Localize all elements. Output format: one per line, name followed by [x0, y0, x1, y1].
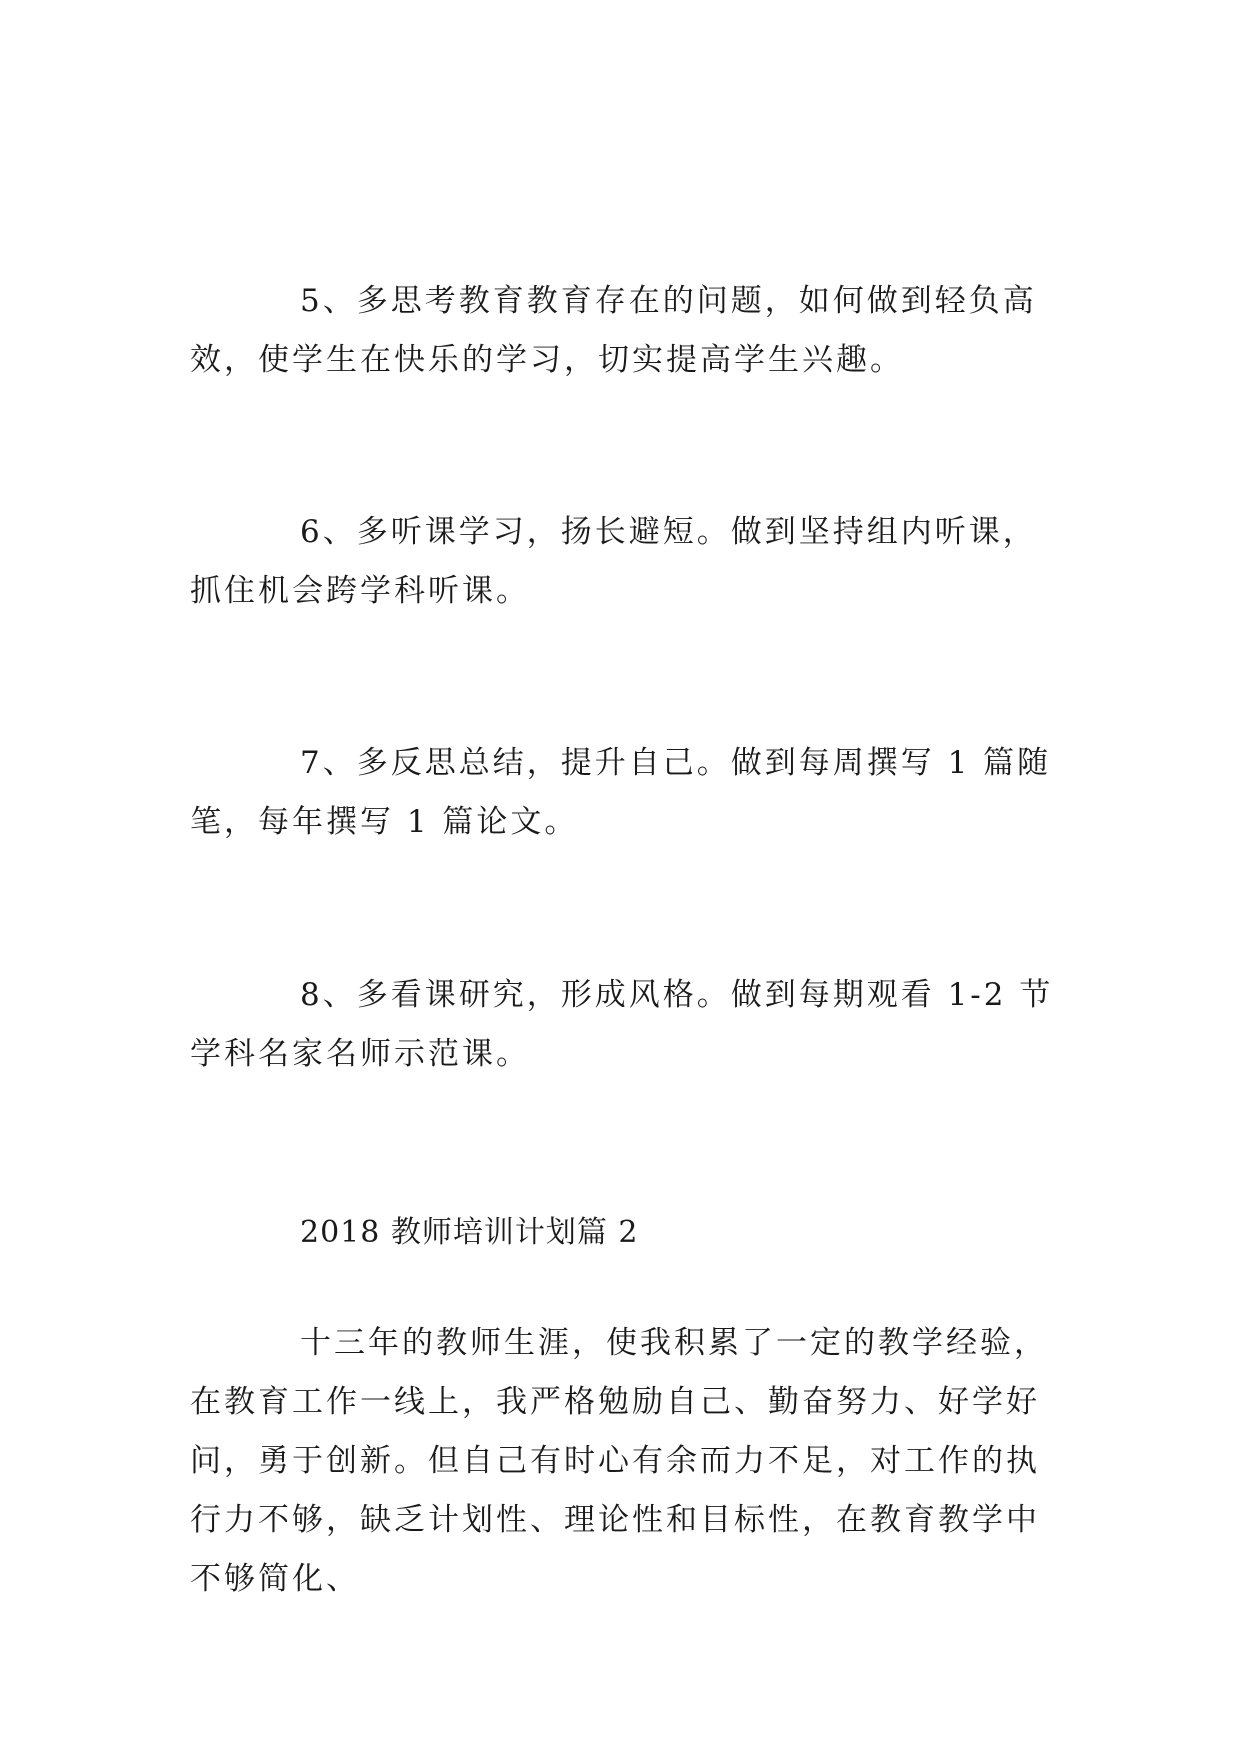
paragraph-item-8: 8、多看课研究，形成风格。做到每期观看 1-2 节学科名家名师示范课。	[190, 977, 1054, 1072]
section-heading: 2018 教师培训计划篇 2	[300, 1215, 639, 1250]
paragraph-item-6: 6、多听课学习，扬长避短。做到坚持组内听课，抓住机会跨学科听课。	[190, 514, 1037, 609]
paragraph-item-7: 7、多反思总结，提升自己。做到每周撰写 1 篇随笔，每年撰写 1 篇论文。	[190, 745, 1052, 840]
paragraph-item-5: 5、多思考教育教育存在的问题，如何做到轻负高效，使学生在快乐的学习，切实提高学生兴趣。	[190, 283, 1037, 378]
body-paragraph: 十三年的教师生涯，使我积累了一定的教学经验，在教育工作一线上，我严格勉励自己、勤奋努力、好学好问，勇于创新。但自己有时心有余而力不足，对工作的执行力不够，缺乏计划性、理论性和目标性，在教育教学中不够简化、	[190, 1325, 1048, 1597]
